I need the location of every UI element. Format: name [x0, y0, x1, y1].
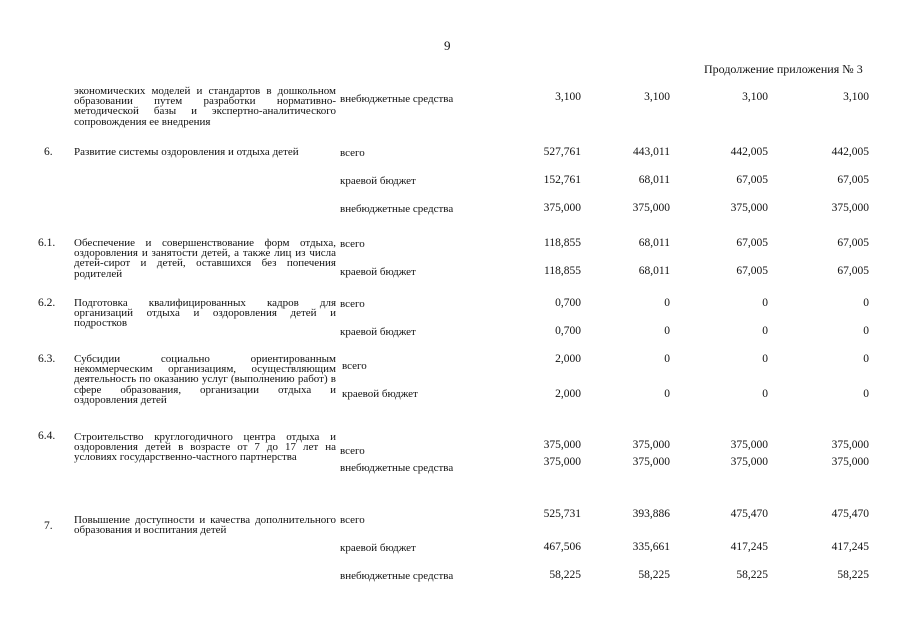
row-number: 6.1.	[38, 237, 56, 249]
value-cell: 375,000	[730, 456, 768, 468]
funding-source: внебюджетные средства	[340, 93, 454, 105]
value-cell: 0	[762, 325, 768, 337]
value-cell: 335,661	[632, 541, 670, 553]
value-cell: 475,470	[831, 508, 869, 520]
value-cell: 525,731	[543, 508, 581, 520]
row-number: 6.2.	[38, 297, 56, 309]
value-cell: 0	[762, 297, 768, 309]
value-cell: 3,100	[644, 91, 670, 103]
value-cell: 118,855	[544, 265, 581, 277]
row-number: 6.3.	[38, 353, 56, 365]
page-number: 9	[444, 38, 451, 53]
value-cell: 375,000	[632, 202, 670, 214]
row-description: Подготовка квалифицированных кадров для организаций отдыха и оздоровления детей и подростков	[74, 297, 336, 330]
value-cell: 0	[863, 325, 869, 337]
value-cell: 375,000	[632, 456, 670, 468]
funding-source: краевой бюджет	[340, 175, 416, 187]
value-cell: 375,000	[730, 202, 768, 214]
value-cell: 3,100	[555, 91, 581, 103]
value-cell: 0	[762, 353, 768, 365]
value-cell: 467,506	[543, 541, 581, 553]
value-cell: 58,225	[549, 569, 581, 581]
value-cell: 393,886	[632, 508, 670, 520]
value-cell: 58,225	[837, 569, 869, 581]
value-cell: 527,761	[543, 146, 581, 158]
value-cell: 375,000	[730, 439, 768, 451]
row-description: Повышение доступности и качества дополнительного образования и воспитания детей	[74, 514, 336, 537]
value-cell: 2,000	[555, 388, 581, 400]
row-description: Строительство круглогодичного центра отдыха и оздоровления детей в возрасте от 7 до 17 лет на условиях государственно-частного партнерства	[74, 431, 336, 464]
value-cell: 58,225	[736, 569, 768, 581]
value-cell: 67,005	[736, 174, 768, 186]
row-description: экономических моделей и стандартов в дошкольном образовании путем разработки нормативно-методической базы и экспертно-аналитического сопровождения ее внедрения	[74, 85, 336, 128]
value-cell: 375,000	[831, 202, 869, 214]
value-cell: 0,700	[555, 297, 581, 309]
value-cell: 118,855	[544, 237, 581, 249]
value-cell: 0	[762, 388, 768, 400]
value-cell: 68,011	[638, 265, 670, 277]
value-cell: 0	[664, 325, 670, 337]
row-number: 7.	[44, 520, 53, 532]
row-description: Развитие системы оздоровления и отдыха детей	[74, 146, 299, 158]
value-cell: 417,245	[730, 541, 768, 553]
value-cell: 67,005	[736, 237, 768, 249]
funding-source: внебюджетные средства	[340, 570, 454, 582]
value-cell: 417,245	[831, 541, 869, 553]
value-cell: 375,000	[543, 439, 581, 451]
value-cell: 0	[664, 353, 670, 365]
funding-source: всего	[340, 514, 365, 526]
value-cell: 68,011	[638, 237, 670, 249]
funding-source: краевой бюджет	[340, 266, 416, 278]
value-cell: 0	[863, 297, 869, 309]
funding-source: внебюджетные средства	[340, 203, 454, 215]
value-cell: 3,100	[843, 91, 869, 103]
value-cell: 58,225	[638, 569, 670, 581]
funding-source: всего	[340, 238, 365, 250]
funding-source: всего	[342, 360, 367, 372]
value-cell: 443,011	[633, 146, 670, 158]
value-cell: 2,000	[555, 353, 581, 365]
value-cell: 67,005	[837, 174, 869, 186]
value-cell: 0	[863, 388, 869, 400]
value-cell: 0,700	[555, 325, 581, 337]
funding-source: краевой бюджет	[340, 542, 416, 554]
value-cell: 3,100	[742, 91, 768, 103]
row-number: 6.4.	[38, 430, 56, 442]
value-cell: 67,005	[837, 265, 869, 277]
value-cell: 375,000	[831, 456, 869, 468]
value-cell: 375,000	[632, 439, 670, 451]
value-cell: 68,011	[638, 174, 670, 186]
value-cell: 152,761	[543, 174, 581, 186]
funding-source: краевой бюджет	[340, 326, 416, 338]
value-cell: 67,005	[837, 237, 869, 249]
row-number: 6.	[44, 146, 53, 158]
value-cell: 475,470	[730, 508, 768, 520]
funding-source: всего	[340, 445, 365, 457]
funding-source: краевой бюджет	[342, 388, 418, 400]
value-cell: 0	[863, 353, 869, 365]
funding-source: всего	[340, 298, 365, 310]
value-cell: 0	[664, 388, 670, 400]
value-cell: 375,000	[543, 456, 581, 468]
value-cell: 375,000	[543, 202, 581, 214]
continuation-header: Продолжение приложения № 3	[704, 62, 863, 76]
row-description: Субсидии социально ориентированным некоммерческим организациям, осуществляющим деятельность по оказанию услуг (выполнению работ) в сфере образования, организации отдыха и оздоровления детей	[74, 353, 336, 406]
value-cell: 67,005	[736, 265, 768, 277]
value-cell: 0	[664, 297, 670, 309]
value-cell: 442,005	[730, 146, 768, 158]
value-cell: 375,000	[831, 439, 869, 451]
funding-source: внебюджетные средства	[340, 462, 454, 474]
value-cell: 442,005	[831, 146, 869, 158]
row-description: Обеспечение и совершенствование форм отдыха, оздоровления и занятости детей, а также лиц из числа детей-сирот и детей, оставшихся без попечения родителей	[74, 237, 336, 280]
funding-source: всего	[340, 147, 365, 159]
